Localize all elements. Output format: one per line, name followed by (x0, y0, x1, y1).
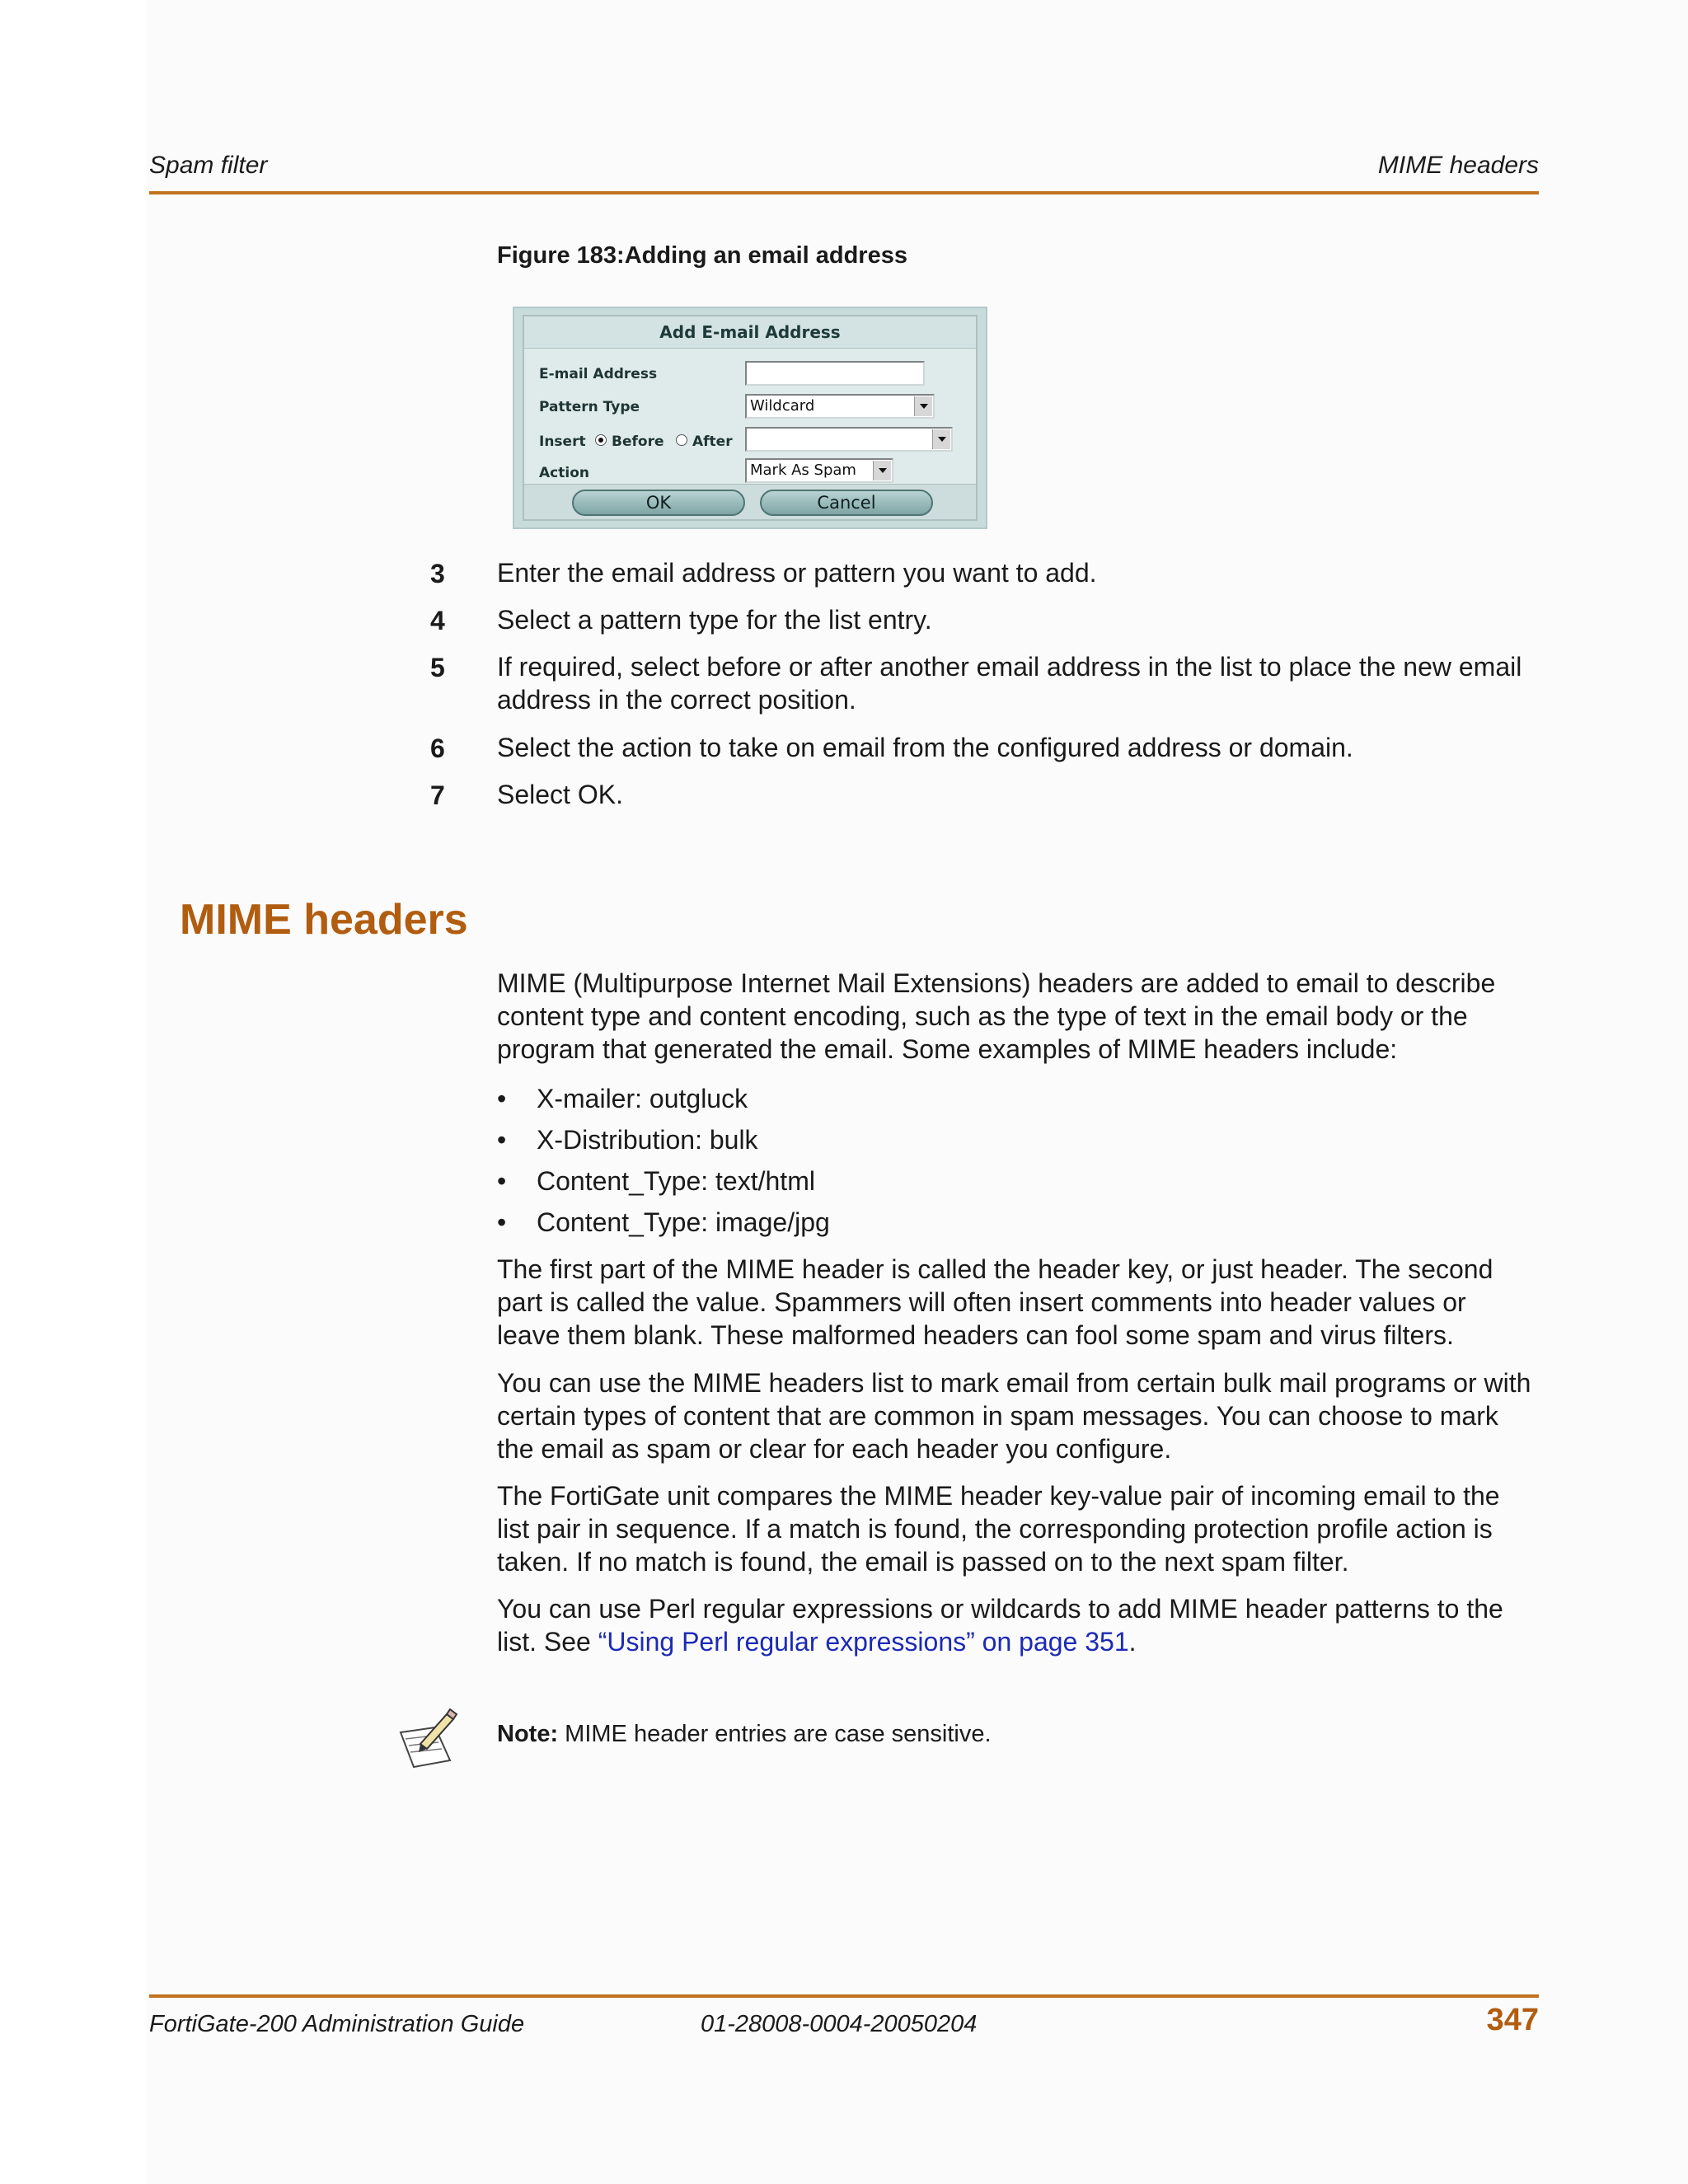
pattern-type-label: Pattern Type (539, 399, 640, 415)
bullet-icon: • (497, 1125, 507, 1155)
note-text: MIME header entries are case sensitive. (558, 1721, 992, 1747)
bullet-icon: • (497, 1166, 507, 1196)
pattern-type-value: Wildcard (750, 397, 815, 415)
action-value: Mark As Spam (750, 462, 856, 479)
step-number: 3 (430, 559, 445, 588)
section-title: MIME headers (180, 896, 468, 944)
step-number: 5 (430, 653, 445, 682)
running-header-right: MIME headers (1377, 152, 1539, 179)
email-address-label: E-mail Address (539, 366, 658, 382)
insert-label: Insert (539, 434, 586, 450)
note-pencil-icon (396, 1703, 462, 1772)
chevron-down-icon[interactable] (932, 429, 950, 449)
bullet-icon: • (497, 1207, 507, 1237)
chevron-down-icon[interactable] (873, 461, 891, 480)
note-label: Note: (497, 1721, 559, 1747)
step-text: Enter the email address or pattern you want to add. (497, 558, 1097, 588)
action-select[interactable] (745, 458, 893, 483)
list-item-text: Content_Type: text/html (537, 1166, 815, 1196)
position-select[interactable] (745, 427, 953, 452)
action-label: Action (539, 465, 589, 481)
paragraph-headers-list: You can use the MIME headers list to mark email from certain bulk mail programs or with certain types of content that are common in spam messages. You can choose to mark the email as spam or clear for each header you configure. (497, 1368, 1531, 1464)
step-text: Select OK. (497, 780, 623, 809)
paragraph-header-key: The first part of the MIME header is called the header key, or just header. The second part is called the value. Spammers will often insert comments into header values or leave them blank. These malformed headers can fool some spam and virus filters. (497, 1254, 1493, 1350)
intro-paragraph: MIME (Multipurpose Internet Mail Extensions) headers are added to email to describe content type and content encoding, such as the type of text in the email body or the program that generated the email. Some examples of MIME headers include: (497, 968, 1496, 1064)
page-number: 347 (1486, 2003, 1539, 2037)
list-item (497, 1206, 830, 1239)
bullet-icon: • (497, 1084, 507, 1113)
list-item-text: X-mailer: outgluck (537, 1084, 748, 1113)
step-text: Select the action to take on email from the configured address or domain. (497, 733, 1353, 762)
email-address-input[interactable] (745, 361, 925, 386)
ok-button[interactable]: OK (572, 490, 745, 516)
paragraph-compare: The FortiGate unit compares the MIME header key-value pair of incoming email to the list pair in sequence. If a match is found, the corresponding protection profile action is taken. If no match is found, the email is passed on to the next spam filter. (497, 1481, 1500, 1577)
figure-caption: Figure 183:Adding an email address (497, 242, 907, 269)
before-radio[interactable] (595, 434, 607, 446)
step-text: If required, select before or after another email address in the list to place the new email address in the correct position. (497, 652, 1522, 715)
list-item (497, 1123, 758, 1156)
step-text: Select a pattern type for the list entry. (497, 605, 932, 635)
chevron-down-icon[interactable] (914, 396, 932, 416)
cancel-button[interactable]: Cancel (760, 490, 933, 516)
paragraph-perl-end: . (1128, 1627, 1137, 1657)
after-label: After (692, 434, 733, 450)
add-email-dialog (523, 315, 978, 521)
list-item (497, 1082, 748, 1115)
dialog-title: Add E-mail Address (524, 316, 976, 349)
before-label: Before (612, 434, 664, 450)
header-rule (149, 191, 1539, 194)
running-header-left: Spam filter (149, 152, 268, 179)
note (497, 1721, 992, 1748)
perl-regex-link[interactable]: “Using Perl regular expressions” on page 351 (598, 1627, 1129, 1657)
list-item (497, 1165, 815, 1197)
paragraph-perl-text: You can use Perl regular expressions or wildcards to add MIME header patterns to the list. See (497, 1594, 1503, 1657)
dialog-button-bar (524, 484, 976, 519)
list-item-text: Content_Type: image/jpg (537, 1207, 830, 1237)
list-item-text: X-Distribution: bulk (537, 1125, 758, 1155)
step-number: 4 (430, 606, 445, 635)
footer-rule (149, 1994, 1539, 1998)
after-radio[interactable] (676, 434, 687, 446)
step-number: 6 (430, 733, 445, 763)
pattern-type-select[interactable] (745, 394, 935, 419)
step-number: 7 (430, 780, 445, 810)
footer-title: FortiGate-200 Administration Guide (149, 2011, 525, 2037)
footer-doc-id: 01-28008-0004-20050204 (701, 2011, 978, 2037)
figure-frame (513, 307, 987, 529)
paragraph-perl (497, 1592, 1536, 1658)
